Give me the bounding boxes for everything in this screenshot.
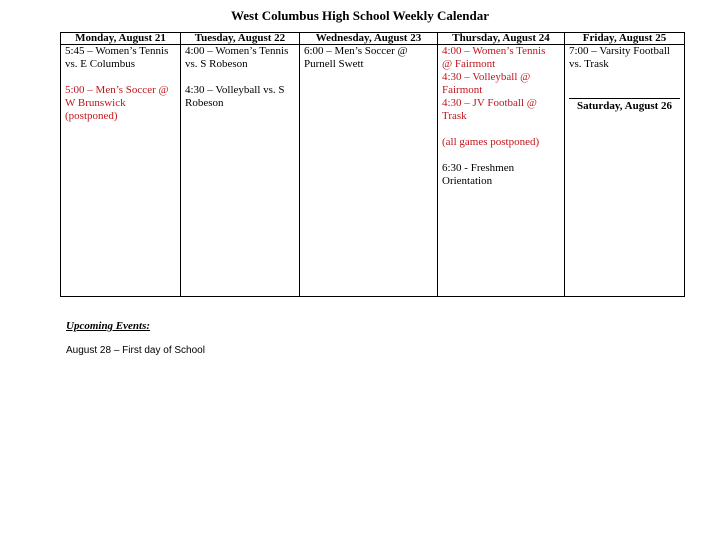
event bbox=[65, 45, 176, 71]
event bbox=[442, 162, 560, 188]
day-header-wednesday: Wednesday, August 23 bbox=[300, 33, 438, 45]
day-cell-monday bbox=[61, 45, 181, 297]
day-cell-wednesday bbox=[300, 45, 438, 297]
postponed-note bbox=[442, 136, 560, 149]
event-line: W Brunswick bbox=[65, 97, 126, 109]
event-line: Purnell Swett bbox=[304, 58, 364, 70]
event bbox=[569, 45, 680, 71]
calendar-header-row bbox=[61, 33, 685, 45]
event-line: Fairmont bbox=[442, 84, 483, 96]
event-line: 6:00 – Men’s Soccer @ bbox=[304, 45, 408, 57]
day-header-friday: Friday, August 25 bbox=[565, 33, 685, 45]
event-line: (all games postponed) bbox=[442, 136, 540, 148]
event-postponed bbox=[442, 45, 560, 123]
day-header-saturday: Saturday, August 26 bbox=[576, 100, 673, 112]
event-line: 5:45 – Women’s Tennis bbox=[65, 45, 169, 57]
event bbox=[185, 45, 295, 71]
day-cell-tuesday bbox=[181, 45, 300, 297]
day-header-tuesday: Tuesday, August 22 bbox=[181, 33, 300, 45]
upcoming-event-item: August 28 – First day of School bbox=[66, 345, 205, 356]
weekly-calendar-table bbox=[60, 32, 685, 297]
event-line: vs. E Columbus bbox=[65, 58, 135, 70]
event-line: 4:00 – Women’s Tennis bbox=[185, 45, 289, 57]
event-line: vs. Trask bbox=[569, 58, 609, 70]
event-line: 4:30 – JV Football @ bbox=[442, 97, 537, 109]
event-line: Orientation bbox=[442, 175, 493, 187]
event-line: 4:30 – Volleyball vs. S bbox=[185, 84, 285, 96]
event-postponed bbox=[65, 84, 176, 123]
day-cell-friday bbox=[565, 45, 685, 297]
day-header-monday: Monday, August 21 bbox=[61, 33, 181, 45]
event-line: 7:00 – Varsity Football bbox=[569, 45, 670, 57]
upcoming-events-heading: Upcoming Events: bbox=[66, 320, 151, 332]
day-cell-thursday bbox=[438, 45, 565, 297]
event-line: 4:00 – Women’s Tennis bbox=[442, 45, 546, 57]
event bbox=[185, 84, 295, 110]
event bbox=[304, 45, 433, 71]
event-line: (postponed) bbox=[65, 110, 118, 122]
event-line: 4:30 – Volleyball @ bbox=[442, 71, 531, 83]
event-line: Trask bbox=[442, 110, 467, 122]
event-line: @ Fairmont bbox=[442, 58, 496, 70]
calendar-body-row bbox=[61, 45, 685, 297]
day-header-thursday: Thursday, August 24 bbox=[438, 33, 565, 45]
event-line: 5:00 – Men’s Soccer @ bbox=[65, 84, 169, 96]
event-line: Robeson bbox=[185, 97, 224, 109]
saturday-divider bbox=[569, 98, 680, 99]
calendar-title: West Columbus High School Weekly Calendar bbox=[231, 8, 489, 23]
event-line: vs. S Robeson bbox=[185, 58, 248, 70]
event-line: 6:30 - Freshmen bbox=[442, 162, 515, 174]
